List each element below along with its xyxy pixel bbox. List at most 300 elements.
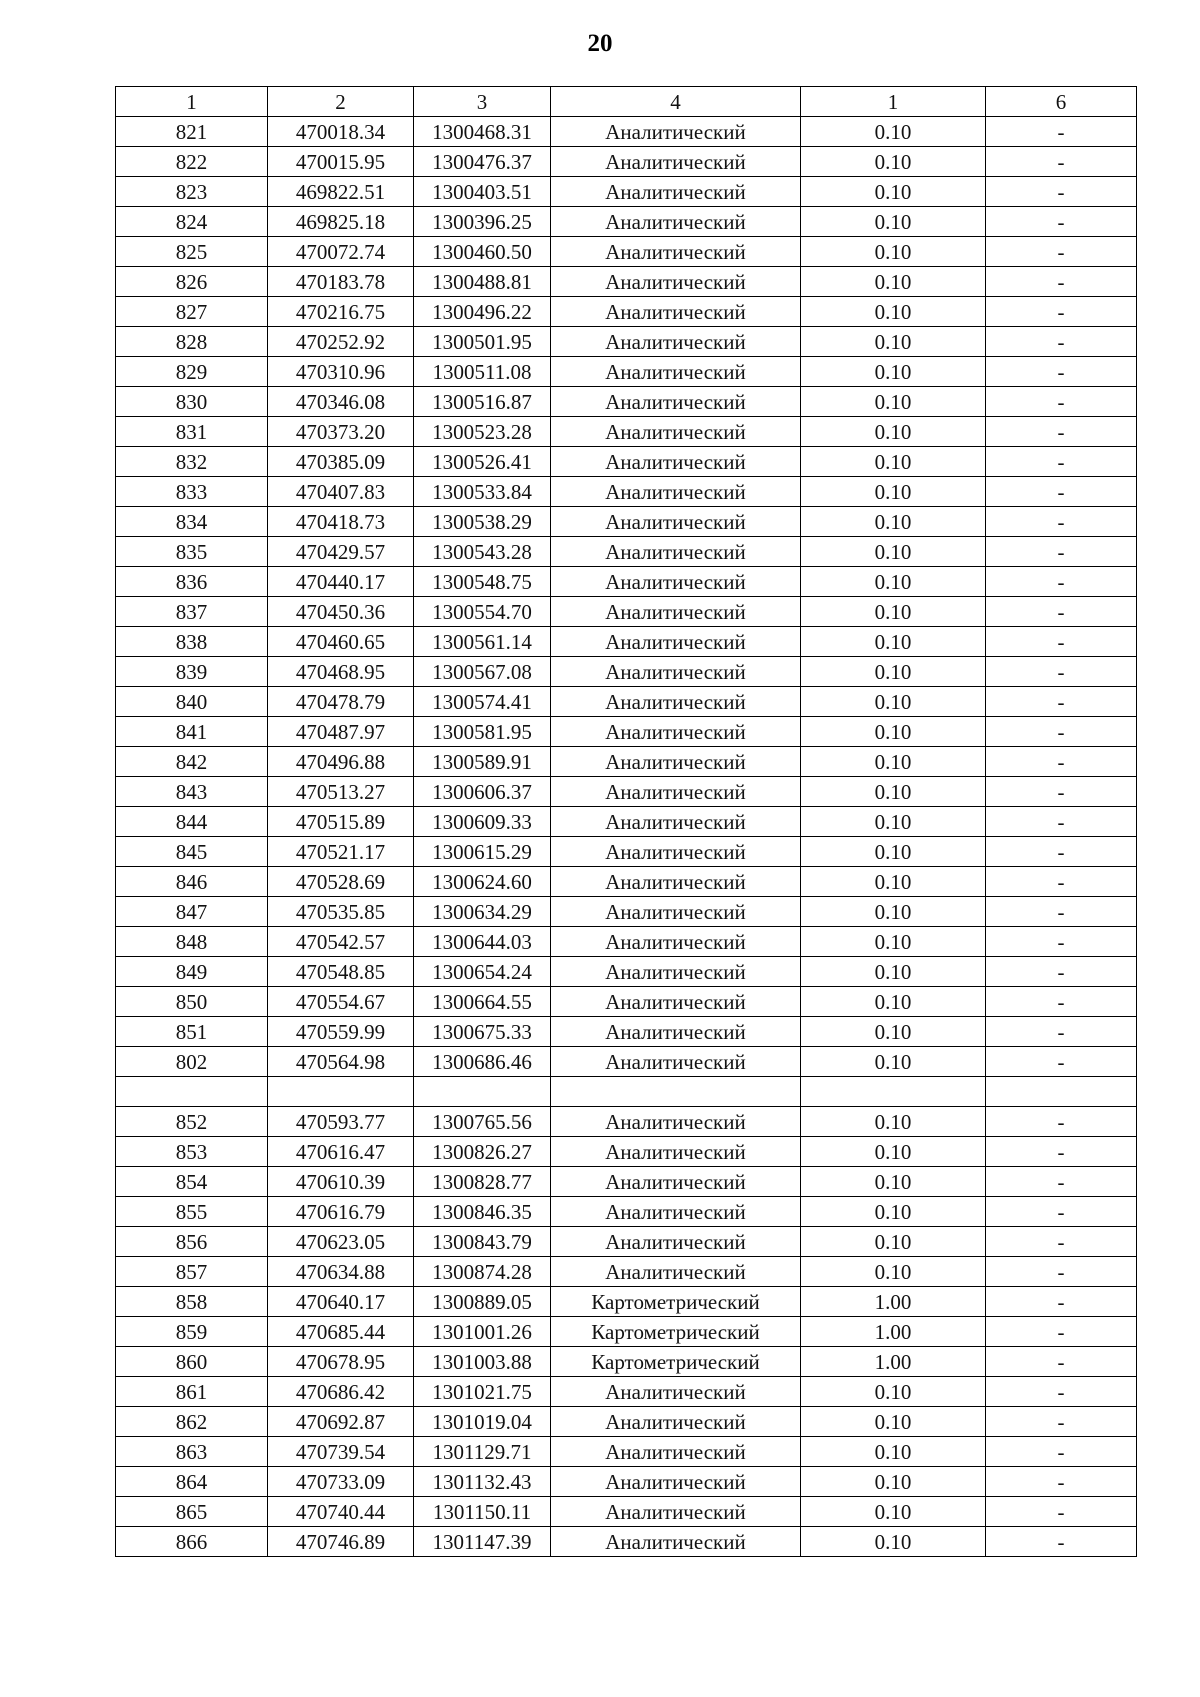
- point-number-cell: 832: [116, 447, 268, 477]
- point-number-cell: 835: [116, 537, 268, 567]
- method-cell: Аналитический: [551, 957, 801, 987]
- x-coordinate-cell: 470746.89: [268, 1527, 414, 1557]
- x-coordinate-cell: 470015.95: [268, 147, 414, 177]
- x-coordinate-cell: 470018.34: [268, 117, 414, 147]
- y-coordinate-cell: 1301150.11: [414, 1497, 551, 1527]
- table-row: [116, 447, 1137, 477]
- x-coordinate-cell: 469825.18: [268, 207, 414, 237]
- method-cell: Аналитический: [551, 837, 801, 867]
- table-row: [116, 327, 1137, 357]
- point-number-cell: 863: [116, 1437, 268, 1467]
- point-number-cell: 827: [116, 297, 268, 327]
- extra-cell: -: [986, 807, 1137, 837]
- x-coordinate-cell: 470216.75: [268, 297, 414, 327]
- y-coordinate-cell: 1300561.14: [414, 627, 551, 657]
- y-coordinate-cell: 1300664.55: [414, 987, 551, 1017]
- point-number-cell: 855: [116, 1197, 268, 1227]
- x-coordinate-cell: 470513.27: [268, 777, 414, 807]
- method-cell: Аналитический: [551, 1527, 801, 1557]
- extra-cell: -: [986, 717, 1137, 747]
- accuracy-cell: 0.10: [801, 867, 986, 897]
- method-cell: Аналитический: [551, 237, 801, 267]
- accuracy-cell: 0.10: [801, 1167, 986, 1197]
- method-cell: Аналитический: [551, 1437, 801, 1467]
- y-coordinate-cell: 1301021.75: [414, 1377, 551, 1407]
- accuracy-cell: 0.10: [801, 987, 986, 1017]
- y-coordinate-cell: 1300533.84: [414, 477, 551, 507]
- method-cell: Аналитический: [551, 537, 801, 567]
- point-number-cell: 833: [116, 477, 268, 507]
- table-row: [116, 1317, 1137, 1347]
- table-row: [116, 927, 1137, 957]
- point-number-cell: 865: [116, 1497, 268, 1527]
- extra-cell: -: [986, 147, 1137, 177]
- table-row: [116, 177, 1137, 207]
- extra-cell: -: [986, 597, 1137, 627]
- table-row: [116, 1167, 1137, 1197]
- extra-cell: -: [986, 1197, 1137, 1227]
- extra-cell: -: [986, 1437, 1137, 1467]
- table-row: [116, 1287, 1137, 1317]
- x-coordinate-cell: 470616.47: [268, 1137, 414, 1167]
- accuracy-cell: 0.10: [801, 1407, 986, 1437]
- y-coordinate-cell: 1300843.79: [414, 1227, 551, 1257]
- method-cell: Аналитический: [551, 1137, 801, 1167]
- y-coordinate-cell: 1300634.29: [414, 897, 551, 927]
- method-cell: Аналитический: [551, 597, 801, 627]
- table-row: [116, 417, 1137, 447]
- x-coordinate-cell: 470739.54: [268, 1437, 414, 1467]
- y-coordinate-cell: 1300609.33: [414, 807, 551, 837]
- extra-cell: -: [986, 1347, 1137, 1377]
- point-number-cell: 849: [116, 957, 268, 987]
- y-coordinate-cell: 1300523.28: [414, 417, 551, 447]
- method-cell: Аналитический: [551, 627, 801, 657]
- y-coordinate-cell: 1301129.71: [414, 1437, 551, 1467]
- accuracy-cell: 0.10: [801, 267, 986, 297]
- method-cell: Аналитический: [551, 747, 801, 777]
- point-number-cell: 830: [116, 387, 268, 417]
- x-coordinate-cell: 470634.88: [268, 1257, 414, 1287]
- extra-cell: -: [986, 1317, 1137, 1347]
- y-coordinate-cell: 1300589.91: [414, 747, 551, 777]
- table-row: [116, 1227, 1137, 1257]
- method-cell: Аналитический: [551, 657, 801, 687]
- y-coordinate-cell: 1300476.37: [414, 147, 551, 177]
- accuracy-cell: 0.10: [801, 207, 986, 237]
- header-cell: 2: [268, 87, 414, 117]
- x-coordinate-cell: 470559.99: [268, 1017, 414, 1047]
- point-number-cell: 834: [116, 507, 268, 537]
- accuracy-cell: 0.10: [801, 1227, 986, 1257]
- y-coordinate-cell: 1300826.27: [414, 1137, 551, 1167]
- point-number-cell: 822: [116, 147, 268, 177]
- x-coordinate-cell: 470385.09: [268, 447, 414, 477]
- x-coordinate-cell: 470554.67: [268, 987, 414, 1017]
- table-row: [116, 717, 1137, 747]
- y-coordinate-cell: 1300488.81: [414, 267, 551, 297]
- point-number-cell: 823: [116, 177, 268, 207]
- method-cell: Аналитический: [551, 327, 801, 357]
- table-row: [116, 1077, 1137, 1107]
- y-coordinate-cell: 1300403.51: [414, 177, 551, 207]
- point-number-cell: 864: [116, 1467, 268, 1497]
- extra-cell: -: [986, 1137, 1137, 1167]
- x-coordinate-cell: 470373.20: [268, 417, 414, 447]
- table-row: [116, 297, 1137, 327]
- point-number-cell: 837: [116, 597, 268, 627]
- accuracy-cell: 0.10: [801, 147, 986, 177]
- x-coordinate-cell: 470678.95: [268, 1347, 414, 1377]
- extra-cell: -: [986, 237, 1137, 267]
- x-coordinate-cell: 470593.77: [268, 1107, 414, 1137]
- x-coordinate-cell: 470440.17: [268, 567, 414, 597]
- extra-cell: -: [986, 747, 1137, 777]
- y-coordinate-cell: 1301132.43: [414, 1467, 551, 1497]
- accuracy-cell: 0.10: [801, 297, 986, 327]
- method-cell: Аналитический: [551, 1407, 801, 1437]
- point-number-cell: 847: [116, 897, 268, 927]
- table-row: [116, 867, 1137, 897]
- header-cell: 6: [986, 87, 1137, 117]
- y-coordinate-cell: 1300496.22: [414, 297, 551, 327]
- accuracy-cell: 0.10: [801, 117, 986, 147]
- method-cell: Аналитический: [551, 987, 801, 1017]
- x-coordinate-cell: 470521.17: [268, 837, 414, 867]
- point-number-cell: 850: [116, 987, 268, 1017]
- extra-cell: -: [986, 507, 1137, 537]
- x-coordinate-cell: 470686.42: [268, 1377, 414, 1407]
- point-number-cell: 841: [116, 717, 268, 747]
- y-coordinate-cell: 1300644.03: [414, 927, 551, 957]
- y-coordinate-cell: 1300581.95: [414, 717, 551, 747]
- table-row: [116, 237, 1137, 267]
- point-number-cell: 831: [116, 417, 268, 447]
- accuracy-cell: 0.10: [801, 567, 986, 597]
- extra-cell: -: [986, 447, 1137, 477]
- header-cell: 4: [551, 87, 801, 117]
- accuracy-cell: 0.10: [801, 747, 986, 777]
- table-row: [116, 1347, 1137, 1377]
- point-number-cell: 843: [116, 777, 268, 807]
- table-row: [116, 357, 1137, 387]
- method-cell: Аналитический: [551, 477, 801, 507]
- table-row: [116, 1467, 1137, 1497]
- method-cell: Аналитический: [551, 117, 801, 147]
- point-number-cell: 828: [116, 327, 268, 357]
- table-row: [116, 1437, 1137, 1467]
- y-coordinate-cell: 1301003.88: [414, 1347, 551, 1377]
- extra-cell: -: [986, 537, 1137, 567]
- y-coordinate-cell: 1300675.33: [414, 1017, 551, 1047]
- extra-cell: -: [986, 867, 1137, 897]
- point-number-cell: 866: [116, 1527, 268, 1557]
- accuracy-cell: 0.10: [801, 897, 986, 927]
- point-number-cell: 825: [116, 237, 268, 267]
- accuracy-cell: 1.00: [801, 1317, 986, 1347]
- point-number-cell: 802: [116, 1047, 268, 1077]
- method-cell: Аналитический: [551, 1227, 801, 1257]
- x-coordinate-cell: 470610.39: [268, 1167, 414, 1197]
- point-number-cell: 829: [116, 357, 268, 387]
- x-coordinate-cell: 470640.17: [268, 1287, 414, 1317]
- y-coordinate-cell: 1300828.77: [414, 1167, 551, 1197]
- y-coordinate-cell: 1300396.25: [414, 207, 551, 237]
- point-number-cell: 836: [116, 567, 268, 597]
- method-cell: Аналитический: [551, 567, 801, 597]
- accuracy-cell: 0.10: [801, 1497, 986, 1527]
- method-cell: Аналитический: [551, 1497, 801, 1527]
- accuracy-cell: 0.10: [801, 417, 986, 447]
- accuracy-cell: [801, 1077, 986, 1107]
- x-coordinate-cell: 470346.08: [268, 387, 414, 417]
- accuracy-cell: 1.00: [801, 1287, 986, 1317]
- header-cell: 3: [414, 87, 551, 117]
- point-number-cell: 857: [116, 1257, 268, 1287]
- extra-cell: -: [986, 897, 1137, 927]
- y-coordinate-cell: 1300526.41: [414, 447, 551, 477]
- point-number-cell: 854: [116, 1167, 268, 1197]
- accuracy-cell: 0.10: [801, 507, 986, 537]
- x-coordinate-cell: 470623.05: [268, 1227, 414, 1257]
- extra-cell: -: [986, 687, 1137, 717]
- y-coordinate-cell: 1301147.39: [414, 1527, 551, 1557]
- method-cell: Аналитический: [551, 507, 801, 537]
- x-coordinate-cell: 470450.36: [268, 597, 414, 627]
- method-cell: Аналитический: [551, 1197, 801, 1227]
- accuracy-cell: 0.10: [801, 237, 986, 267]
- table-row: [116, 987, 1137, 1017]
- method-cell: Аналитический: [551, 807, 801, 837]
- header-cell: 1: [116, 87, 268, 117]
- method-cell: Аналитический: [551, 417, 801, 447]
- table-row: [116, 807, 1137, 837]
- accuracy-cell: 0.10: [801, 1107, 986, 1137]
- x-coordinate-cell: 470407.83: [268, 477, 414, 507]
- point-number-cell: 821: [116, 117, 268, 147]
- point-number-cell: 852: [116, 1107, 268, 1137]
- table-row: [116, 1407, 1137, 1437]
- method-cell: Аналитический: [551, 927, 801, 957]
- extra-cell: -: [986, 927, 1137, 957]
- extra-cell: -: [986, 207, 1137, 237]
- method-cell: Аналитический: [551, 267, 801, 297]
- extra-cell: -: [986, 1377, 1137, 1407]
- method-cell: Аналитический: [551, 897, 801, 927]
- accuracy-cell: 0.10: [801, 717, 986, 747]
- accuracy-cell: 0.10: [801, 597, 986, 627]
- x-coordinate-cell: 470616.79: [268, 1197, 414, 1227]
- table-row: [116, 1527, 1137, 1557]
- x-coordinate-cell: 470733.09: [268, 1467, 414, 1497]
- point-number-cell: 838: [116, 627, 268, 657]
- y-coordinate-cell: 1300765.56: [414, 1107, 551, 1137]
- y-coordinate-cell: 1300516.87: [414, 387, 551, 417]
- x-coordinate-cell: 470072.74: [268, 237, 414, 267]
- method-cell: Аналитический: [551, 357, 801, 387]
- table-row: [116, 477, 1137, 507]
- accuracy-cell: 0.10: [801, 1137, 986, 1167]
- extra-cell: -: [986, 1287, 1137, 1317]
- accuracy-cell: 0.10: [801, 927, 986, 957]
- x-coordinate-cell: 470740.44: [268, 1497, 414, 1527]
- extra-cell: -: [986, 477, 1137, 507]
- x-coordinate-cell: 470548.85: [268, 957, 414, 987]
- point-number-cell: 826: [116, 267, 268, 297]
- table-row: [116, 1377, 1137, 1407]
- accuracy-cell: 0.10: [801, 627, 986, 657]
- point-number-cell: 844: [116, 807, 268, 837]
- x-coordinate-cell: 470535.85: [268, 897, 414, 927]
- extra-cell: -: [986, 657, 1137, 687]
- extra-cell: -: [986, 1047, 1137, 1077]
- x-coordinate-cell: 469822.51: [268, 177, 414, 207]
- point-number-cell: 842: [116, 747, 268, 777]
- table-header-row: [116, 87, 1137, 117]
- method-cell: Аналитический: [551, 447, 801, 477]
- x-coordinate-cell: 470564.98: [268, 1047, 414, 1077]
- method-cell: Аналитический: [551, 1167, 801, 1197]
- y-coordinate-cell: 1300615.29: [414, 837, 551, 867]
- point-number-cell: [116, 1077, 268, 1107]
- y-coordinate-cell: [414, 1077, 551, 1107]
- accuracy-cell: 0.10: [801, 1047, 986, 1077]
- table-row: [116, 657, 1137, 687]
- table-row: [116, 267, 1137, 297]
- method-cell: Аналитический: [551, 777, 801, 807]
- table-row: [116, 1137, 1137, 1167]
- point-number-cell: 846: [116, 867, 268, 897]
- accuracy-cell: 0.10: [801, 1257, 986, 1287]
- extra-cell: -: [986, 177, 1137, 207]
- extra-cell: -: [986, 267, 1137, 297]
- extra-cell: -: [986, 567, 1137, 597]
- point-number-cell: 856: [116, 1227, 268, 1257]
- table-row: [116, 627, 1137, 657]
- method-cell: Аналитический: [551, 1467, 801, 1497]
- point-number-cell: 853: [116, 1137, 268, 1167]
- x-coordinate-cell: 470528.69: [268, 867, 414, 897]
- y-coordinate-cell: 1300548.75: [414, 567, 551, 597]
- table-row: [116, 117, 1137, 147]
- header-cell: 1: [801, 87, 986, 117]
- table-row: [116, 1497, 1137, 1527]
- y-coordinate-cell: 1300606.37: [414, 777, 551, 807]
- table-row: [116, 1017, 1137, 1047]
- y-coordinate-cell: 1300574.41: [414, 687, 551, 717]
- accuracy-cell: 0.10: [801, 477, 986, 507]
- x-coordinate-cell: 470310.96: [268, 357, 414, 387]
- table-row: [116, 687, 1137, 717]
- accuracy-cell: 0.10: [801, 1017, 986, 1047]
- x-coordinate-cell: 470252.92: [268, 327, 414, 357]
- point-number-cell: 861: [116, 1377, 268, 1407]
- accuracy-cell: 0.10: [801, 837, 986, 867]
- y-coordinate-cell: 1300846.35: [414, 1197, 551, 1227]
- extra-cell: -: [986, 1227, 1137, 1257]
- extra-cell: -: [986, 297, 1137, 327]
- y-coordinate-cell: 1300538.29: [414, 507, 551, 537]
- extra-cell: -: [986, 1467, 1137, 1497]
- table-row: [116, 747, 1137, 777]
- accuracy-cell: 0.10: [801, 357, 986, 387]
- point-number-cell: 862: [116, 1407, 268, 1437]
- method-cell: Аналитический: [551, 1047, 801, 1077]
- y-coordinate-cell: 1300567.08: [414, 657, 551, 687]
- y-coordinate-cell: 1300686.46: [414, 1047, 551, 1077]
- method-cell: Аналитический: [551, 297, 801, 327]
- point-number-cell: 824: [116, 207, 268, 237]
- y-coordinate-cell: 1300624.60: [414, 867, 551, 897]
- extra-cell: -: [986, 327, 1137, 357]
- extra-cell: -: [986, 1497, 1137, 1527]
- y-coordinate-cell: 1301019.04: [414, 1407, 551, 1437]
- coordinates-table: [115, 86, 1137, 1557]
- accuracy-cell: 0.10: [801, 777, 986, 807]
- extra-cell: -: [986, 387, 1137, 417]
- accuracy-cell: 0.10: [801, 657, 986, 687]
- table-row: [116, 837, 1137, 867]
- accuracy-cell: 0.10: [801, 1377, 986, 1407]
- x-coordinate-cell: 470515.89: [268, 807, 414, 837]
- method-cell: Аналитический: [551, 687, 801, 717]
- y-coordinate-cell: 1300889.05: [414, 1287, 551, 1317]
- accuracy-cell: 0.10: [801, 1197, 986, 1227]
- accuracy-cell: 0.10: [801, 177, 986, 207]
- table-row: [116, 147, 1137, 177]
- extra-cell: -: [986, 1017, 1137, 1047]
- point-number-cell: 858: [116, 1287, 268, 1317]
- y-coordinate-cell: 1300654.24: [414, 957, 551, 987]
- y-coordinate-cell: 1300554.70: [414, 597, 551, 627]
- x-coordinate-cell: 470418.73: [268, 507, 414, 537]
- extra-cell: -: [986, 417, 1137, 447]
- x-coordinate-cell: 470487.97: [268, 717, 414, 747]
- method-cell: Аналитический: [551, 1107, 801, 1137]
- point-number-cell: 851: [116, 1017, 268, 1047]
- x-coordinate-cell: 470468.95: [268, 657, 414, 687]
- method-cell: Аналитический: [551, 867, 801, 897]
- method-cell: Аналитический: [551, 717, 801, 747]
- accuracy-cell: 0.10: [801, 387, 986, 417]
- point-number-cell: 860: [116, 1347, 268, 1377]
- extra-cell: -: [986, 957, 1137, 987]
- extra-cell: -: [986, 1407, 1137, 1437]
- table-row: [116, 207, 1137, 237]
- method-cell: [551, 1077, 801, 1107]
- y-coordinate-cell: 1300511.08: [414, 357, 551, 387]
- y-coordinate-cell: 1300874.28: [414, 1257, 551, 1287]
- y-coordinate-cell: 1300468.31: [414, 117, 551, 147]
- table-row: [116, 777, 1137, 807]
- table-row: [116, 1257, 1137, 1287]
- extra-cell: -: [986, 1107, 1137, 1137]
- method-cell: Картометрический: [551, 1287, 801, 1317]
- table-row: [116, 1047, 1137, 1077]
- extra-cell: -: [986, 357, 1137, 387]
- accuracy-cell: 0.10: [801, 447, 986, 477]
- y-coordinate-cell: 1300543.28: [414, 537, 551, 567]
- accuracy-cell: 0.10: [801, 1467, 986, 1497]
- extra-cell: -: [986, 1527, 1137, 1557]
- method-cell: Аналитический: [551, 207, 801, 237]
- x-coordinate-cell: 470429.57: [268, 537, 414, 567]
- table-row: [116, 957, 1137, 987]
- point-number-cell: 859: [116, 1317, 268, 1347]
- method-cell: Картометрический: [551, 1347, 801, 1377]
- extra-cell: [986, 1077, 1137, 1107]
- x-coordinate-cell: [268, 1077, 414, 1107]
